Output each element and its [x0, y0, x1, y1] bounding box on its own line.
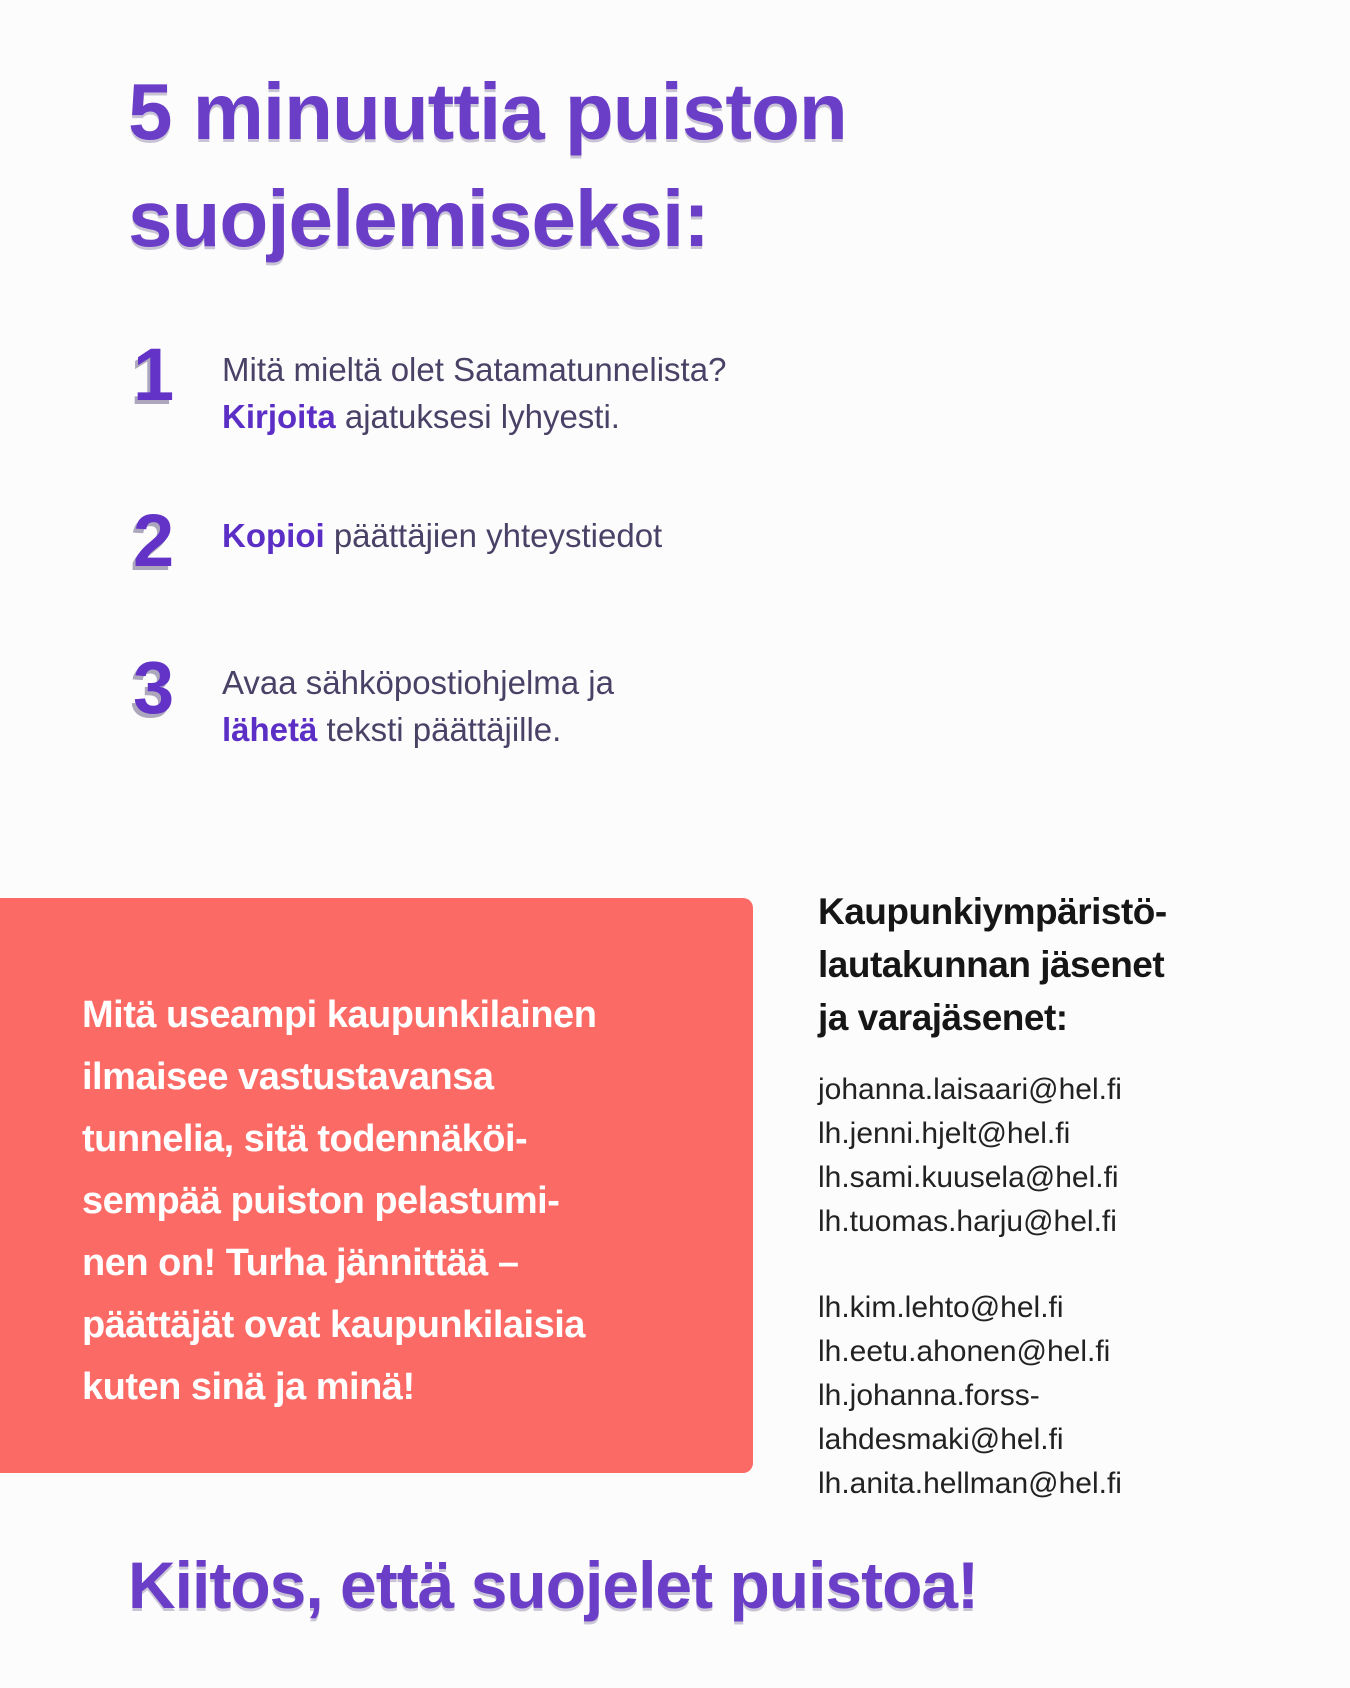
step-text-3 — [222, 653, 614, 753]
step-3-line-2 — [222, 706, 614, 753]
contacts-heading-line3: ja varajäsenet: — [818, 997, 1068, 1038]
step-2-line-1 — [222, 512, 662, 559]
step-1-line-1 — [222, 346, 726, 393]
footer-title: Kiitos, että suojelet puistoa! — [128, 1548, 979, 1622]
email-item: lh.tuomas.harju@hel.fi — [818, 1205, 1117, 1238]
email-item: lh.sami.kuusela@hel.fi — [818, 1161, 1119, 1194]
callout-line: ilmaisee vastustavansa — [82, 1055, 494, 1098]
step-row-3 — [133, 646, 614, 753]
callout-box — [0, 898, 753, 1473]
callout-line: nen on! Turha jännittää – — [82, 1241, 519, 1284]
email-item: johanna.laisaari@hel.fi — [818, 1073, 1122, 1106]
callout-line: päättäjät ovat kaupunkilaisia — [82, 1303, 585, 1346]
email-item: lh.eetu.ahonen@hel.fi — [818, 1335, 1111, 1368]
email-item: lahdesmaki@hel.fi — [818, 1423, 1064, 1456]
step-number-3: 3 — [133, 646, 175, 729]
email-item: lh.kim.lehto@hel.fi — [818, 1291, 1064, 1324]
step-2-line-1-rest: päättäjien yhteystiedot — [324, 517, 663, 554]
email-item: lh.jenni.hjelt@hel.fi — [818, 1117, 1071, 1150]
callout-line: kuten sinä ja minä! — [82, 1365, 415, 1408]
email-item: lh.johanna.forss- — [818, 1379, 1040, 1412]
contacts-panel — [818, 885, 1298, 1506]
step-text-1 — [222, 340, 726, 440]
step-3-line-1 — [222, 659, 614, 706]
step-text-2 — [222, 506, 662, 559]
callout-line: sempää puiston pelastumi- — [82, 1179, 560, 1222]
step-number-2: 2 — [133, 499, 175, 582]
main-title-line1: 5 minuuttia puiston — [128, 67, 847, 156]
step-row-2 — [133, 499, 663, 582]
main-title — [128, 58, 847, 272]
step-3-bold-word: lähetä — [222, 711, 318, 748]
step-3-line-1-text: Avaa sähköpostiohjelma ja — [222, 664, 614, 701]
email-list-deputies — [818, 1286, 1298, 1506]
email-list-members — [818, 1068, 1298, 1244]
contacts-heading-line1: Kaupunkiympäristö- — [818, 891, 1167, 932]
email-item: lh.anita.hellman@hel.fi — [818, 1467, 1122, 1500]
step-number-1: 1 — [133, 333, 175, 416]
step-2-bold-word: Kopioi — [222, 517, 325, 554]
callout-line: Mitä useampi kaupunkilainen — [82, 993, 597, 1036]
step-1-line-1-text: Mitä mieltä olet Satamatunnelista? — [222, 351, 727, 388]
main-title-line2: suojelemiseksi: — [128, 174, 709, 263]
step-1-line-2 — [222, 393, 726, 440]
callout-line: tunnelia, sitä todennäköi- — [82, 1117, 528, 1160]
step-3-line-2-rest: teksti päättäjille. — [317, 711, 562, 748]
contacts-heading — [818, 885, 1298, 1044]
step-row-1 — [133, 333, 727, 440]
step-1-bold-word: Kirjoita — [222, 398, 336, 435]
contacts-heading-line2: lautakunnan jäsenet — [818, 944, 1165, 985]
step-1-line-2-rest: ajatuksesi lyhyesti. — [335, 398, 620, 435]
